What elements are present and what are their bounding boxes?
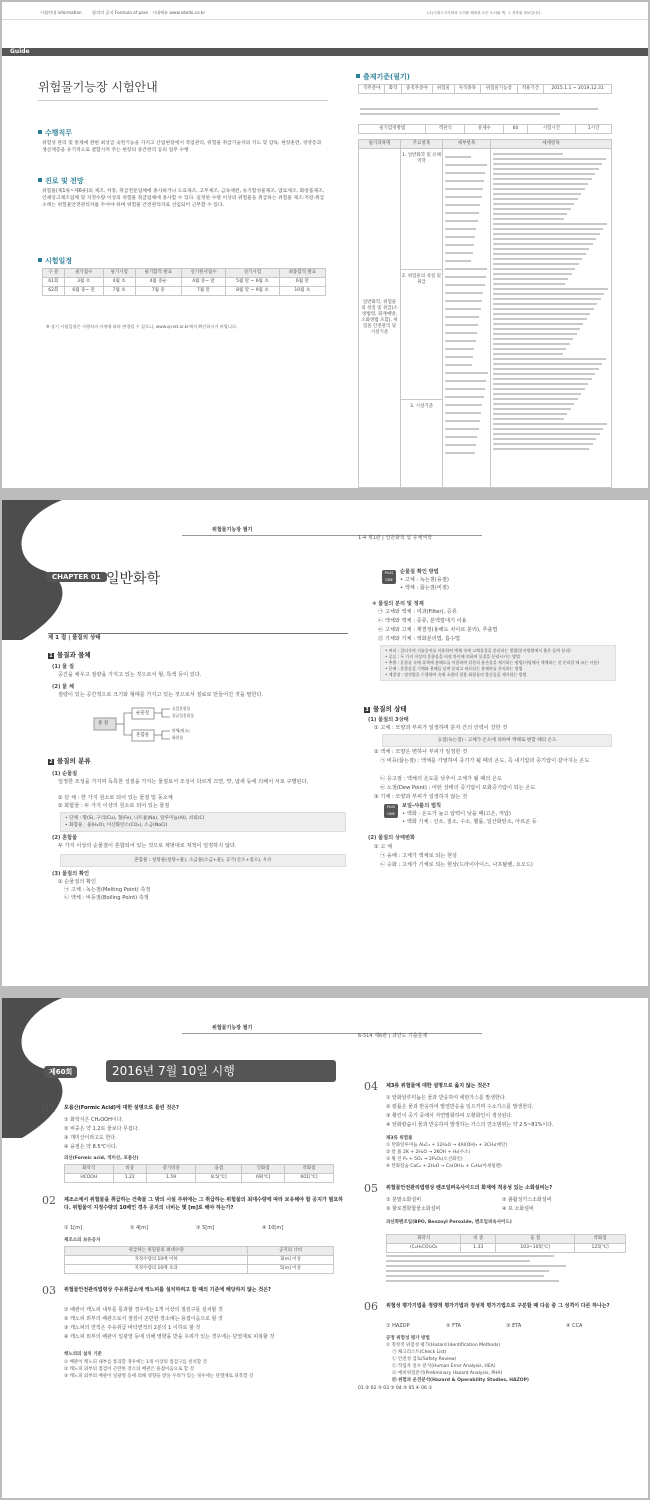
section-duty-text: 위험성 관리 및 통제에 관한 최상급 숙련기능을 가지고 산업현장에서 작업관리, 위험물 취급기술자의 지도 및 감독, 현장훈련, 경영층과 생산계층을 유기적으로 결합시켜 주는 현장의 중간관리 등의 업무 수행 — [42, 141, 322, 153]
table-cell: 자격종목 — [454, 85, 480, 94]
table-cell: HCOOH — [65, 1174, 114, 1183]
chapter-title: 일반화학 — [106, 571, 161, 587]
table-cell: 3월 초 — [64, 278, 103, 287]
bullet-icon — [356, 74, 360, 78]
running-header — [182, 524, 482, 536]
paragraph: ㉠ 융해 : 고체가 액체로 되는 현상 — [380, 853, 457, 859]
page-title: 위험물기능장 시험안내 — [38, 80, 158, 94]
table-header-cell: 융 점 — [496, 1235, 575, 1244]
option[interactable]: ③ 할로겐화합물소화설비 — [386, 1206, 441, 1212]
option[interactable]: ② 칼륨은 물과 반응하여 발열반응을 일으키며 수소가스를 발생한다. — [386, 1104, 534, 1110]
table-header-cell: 비 중 — [461, 1235, 496, 1244]
bullet-icon — [38, 130, 42, 134]
table-header-cell: 화학식 — [387, 1235, 461, 1244]
tip-line: • 액체 : 끓는점(비점) — [400, 585, 449, 591]
main-item-1: 1. 일반화학 및 유체역학 — [401, 153, 441, 164]
topbar-note: (주)시대고시기획의 도서를 제외한 모든 도서와 책, 그 저작권 정보입니다. — [427, 11, 542, 15]
plus-one-icon: PLUS ONE — [384, 804, 398, 818]
sub-heading: (1) 순물질 — [52, 771, 78, 777]
standard-items-table — [358, 139, 612, 488]
tree-leaf: 불균일혼합물 — [172, 713, 195, 718]
plus-one-icon: PLUS ONE — [382, 570, 396, 584]
paragraph: 질량이 있는 공간적으로 크기와 형태를 가지고 있는 것으로서 질료로 만들어진 것을 말한다. — [58, 692, 264, 698]
chapter-badge: CHAPTER 01 — [46, 572, 107, 582]
question-text: 제3류 위험물에 대한 설명으로 옳지 않는 것은? — [386, 1083, 490, 1089]
bullet-icon — [38, 258, 42, 262]
explanation-line: ㉠ 체크리스트(Check List) — [392, 1350, 447, 1355]
standard-note — [360, 105, 610, 123]
section-schedule — [38, 256, 72, 266]
option[interactable]: ③ 개미산이라고도 한다. — [64, 1135, 117, 1141]
table-cell: 60 — [504, 125, 527, 134]
table-cell: 위험물기능장 — [480, 85, 517, 94]
tree-leaf: 화합물 — [172, 735, 184, 740]
topbar-left: 시험안내 information — [40, 10, 82, 15]
heading-classification: 2 물질의 분류 — [49, 757, 91, 765]
table-cell: 위험물 — [433, 85, 454, 94]
heading-state-text: 물질의 상태 — [373, 705, 407, 713]
runhead-left: 위험물기능장 필기 — [212, 1025, 253, 1031]
subject-cell — [359, 149, 401, 488]
standard-table — [358, 84, 612, 94]
explanation-line: ㉣ 예비위험분석(Preliminary Hazard Analysis, PHA) — [392, 1371, 503, 1376]
paragraph: 공간을 채우고 질량을 가지고 있는 것으로서 형, 특색 등이 있다. — [58, 672, 202, 678]
paragraph: ㉠ 고체 : 녹는점(Melting Point) 측정 — [64, 887, 151, 893]
runhead-right: 1-4 제1편 | 일반화학 및 유체역학 — [358, 535, 433, 541]
paragraph: ㉣ 기체와 기체 : 액화분리법, 흡수법 — [378, 636, 460, 642]
main-item-3: 3. 시설기준 — [401, 399, 442, 487]
explanation-title: 공정 위험성 평가 방법 — [386, 1336, 430, 1341]
runhead-left: 위험물기능장 필기 — [212, 527, 253, 533]
detail-items-cell — [491, 149, 612, 488]
standard-meta-table — [358, 124, 612, 134]
table-cell: 4월 중~ 말 — [181, 278, 225, 287]
option[interactable]: ④ 10[m] — [262, 1225, 284, 1231]
box-line: • 재결정 : 정전법을 수행하여 속에 소량의 결용 화합물의 불순물을 제거하는 방법 — [385, 672, 527, 677]
question-text: 위험물안전관리법령상 벤조일퍼옥사이드의 화재에 적응성 있는 소화설비는? — [386, 1185, 553, 1191]
box-line: • 분배 : 혼합물질 기체와 용해들 낮여 분리고 바로되는 용해차를 분리하는 방법 — [385, 666, 523, 671]
schedule-table — [42, 268, 326, 296]
explanation-line: ③ 황 린 P₄ + 5O₂ → 2P₂O₅(오산화인) — [386, 1157, 463, 1162]
section-bar — [48, 624, 348, 641]
question-text: 제조소에서 위험물을 취급하는 건축물 그 밖의 시설 주위에는 그 취급하는 위험물의 최대수량에 따라 보유해야 할 공지가 필요하다. 위험물이 지정수량의 10배인 경우 공지의 너비는 몇 [m]로 해야 하는가? — [64, 1197, 344, 1211]
explanation-line: ② 캐노피 외부의 점검이 곤란한 장소의 배관은 용접이음으로 할 것 — [64, 1367, 194, 1372]
paragraph: ① 단 체 : 한 가지 원소로 되어 있는 물질 및 동소체 — [58, 795, 173, 801]
tree-leaf: 단체(원소) — [172, 728, 190, 733]
table-header-cell: 취급하는 위험물의 최대수량 — [65, 1247, 248, 1256]
option[interactable]: ④ 탄화칼슘이 물과 반응하여 발생하는 가스의 연소범위는 약 2.5~81%이다. — [386, 1122, 554, 1128]
tip-line: • 고체 : 녹는점(융점) — [400, 577, 449, 583]
bpo-table — [386, 1234, 626, 1253]
table-header-cell: 증기비중 — [146, 1165, 196, 1174]
table-cell: 601[℃] — [284, 1174, 333, 1183]
table-header-cell: 최종합격 발표 — [279, 269, 325, 278]
explanation-line: ① 배관이 캐노피 내부를 통과할 경우에는 1개 이상의 점검구를 설치할 것 — [64, 1360, 207, 1365]
table-cell: 지정수량의 10배 이하 — [65, 1256, 248, 1265]
topbar-mid: 합격의 공식 Formula of pass — [92, 10, 149, 15]
table-cell: 1.33 — [461, 1244, 496, 1253]
table-header-cell: 세세항목 — [491, 140, 612, 149]
sub-items-cell — [443, 149, 491, 488]
paragraph: ㉢ 고체와 고체 : 재결정(용해도 차이로 분리), 추출법 — [378, 627, 498, 633]
option[interactable]: ③ 캐노피의 면적은 주유취급 바닥면적의 2분의 1 이하로 할 것 — [64, 1325, 201, 1331]
table-cell: (C₆H₅CO)₂O₂ — [387, 1244, 461, 1253]
table-header-cell: 화학식 — [65, 1165, 114, 1174]
sub-heading: (2) 물 체 — [52, 684, 74, 690]
chapter-page — [2, 500, 648, 986]
sub-heading: (2) 혼합물 — [52, 835, 78, 841]
example-line: • 화합물 : 물(H₂O), 이산화탄소(CO₂), 소금(NaCl) — [65, 823, 168, 828]
question-number: 02 — [42, 1194, 56, 1207]
clearance-table — [64, 1246, 334, 1274]
paragraph: ② 화합물 : 두 가지 이상의 원소로 되어 있는 물질 — [58, 803, 170, 809]
table-cell: 직무분야 — [359, 85, 385, 94]
guide-bar — [2, 48, 648, 56]
paragraph: ① 고 체 — [374, 844, 392, 850]
question-number: 05 — [364, 1182, 378, 1195]
tip-line: • 액화 : 온도가 높고 압력이 낮을 때(고온, 저압) — [402, 811, 511, 817]
table-cell: 7월 초 — [103, 287, 135, 296]
table-cell: 8.5[℃] — [196, 1174, 242, 1183]
table-cell: 1.22 — [113, 1174, 146, 1183]
table-header-cell: 구 분 — [43, 269, 65, 278]
exam-title: 2016년 7월 10일 시행 — [106, 1060, 336, 1082]
table-cell: 문제수 — [465, 125, 504, 134]
paragraph: ㉡ 응고점 : 액체의 온도를 낮추어 고체가 될 때의 온도 — [380, 776, 502, 782]
table-cell: 2015.1.1 ~ 2019.12.31 — [544, 85, 612, 94]
top-bar — [2, 2, 648, 20]
runhead-right: 6-514 제6편 | 과년도 기출문제 — [358, 1033, 428, 1039]
tip-line: • 액화 기체 : 산소, 질소, 수소, 헬륨, 일산화탄소, 아르곤 등 — [402, 819, 537, 825]
paragraph: ① 고체 : 모양과 부피가 일정하며 분자 간의 인력이 강한 것 — [374, 725, 508, 731]
topbar-right: 시대에듀 www.sdedu.co.kr — [152, 10, 206, 15]
table-cell: 객관식 — [426, 125, 465, 134]
option[interactable]: ① 화학식은 CH₂OOH이다. — [64, 1117, 124, 1123]
section-duty — [38, 128, 72, 138]
table-row — [65, 1256, 334, 1265]
option[interactable]: ② FTA — [446, 1323, 461, 1329]
section-career — [38, 176, 84, 186]
melting-box: 응점(녹는점) : 고체가 온도에 의하여 액체로 변할 때의 온도 — [382, 734, 612, 747]
formic-table — [64, 1164, 334, 1183]
heading-matter: 1 물질과 물체 — [49, 651, 91, 659]
tree-node: 혼합물 — [136, 733, 150, 738]
paragraph: ② 액체 : 모양은 변하나 부피가 일정한 것 — [374, 749, 468, 755]
answer-key: 01 ② 02 ③ 03 ③ 04 ③ 05 ④ 06 ① — [358, 1386, 433, 1391]
section-standard — [356, 72, 410, 82]
section-duty-label: 수행직무 — [45, 129, 73, 137]
explanation-title: 과산화벤조일(BPO, Benzoyl Peroxide, 벤조일퍼옥사이드) — [386, 1220, 512, 1225]
table-header-cell: 세부항목 — [443, 140, 491, 149]
option[interactable]: ④ CCA — [566, 1323, 583, 1329]
sub-heading: ② 물질의 분리 및 정제 — [372, 601, 424, 607]
table-cell: 69[℃] — [242, 1174, 285, 1183]
tip-title: 순물질 확인 방법 — [400, 569, 439, 575]
option[interactable]: ④ 융점은 약 8.5℃이다. — [64, 1144, 118, 1150]
table-row — [43, 287, 326, 296]
mixture-box: 혼합물 : 설탕물(설탕+물), 소금물(소금+물), 공기(산소+질소), 우유 — [60, 854, 346, 867]
explanation-line: ㉡ 안전성 검토(Safety Review) — [392, 1357, 457, 1362]
schedule-note: ※ 상기 시험일정은 시행처의 사정에 따라 변경될 수 있으니, www.q-net.or.kr에서 확인하시기 바랍니다. — [46, 324, 238, 329]
paragraph: ㉠ 고체와 액체 : 여과(Filter), 증류 — [378, 609, 457, 615]
table-cell: 적용기간 — [517, 85, 543, 94]
table-cell: 1.59 — [146, 1174, 196, 1183]
tip-title: 보일-샤를의 법칙 — [402, 803, 442, 809]
table-cell: 3[m] 이상 — [248, 1256, 334, 1265]
table-header-cell: 실기시험 — [226, 269, 280, 278]
option[interactable]: ③ 황린이 공기 중에서 자연발화하여 오황화인이 생성된다. — [386, 1113, 513, 1119]
example-box — [60, 812, 346, 832]
table-cell: 7월 말 — [181, 287, 225, 296]
table-header-cell: 필기시험 — [103, 269, 135, 278]
sub-heading: (3) 물질의 확인 — [52, 871, 90, 877]
explanation-line: ③ 캐노피 외부의 배관이 일광열 등에 의해 영향을 받을 우려가 있는 경우에는 단열재로 피복할 것 — [64, 1374, 254, 1379]
section-career-label: 진로 및 전망 — [45, 177, 84, 185]
table-header-cell: 착화점 — [284, 1165, 333, 1174]
swoosh-decoration — [2, 500, 82, 640]
tree-node: 순물질 — [136, 711, 150, 716]
option[interactable]: ② 비중은 약 1.2로 물보다 무겁다. — [64, 1126, 140, 1132]
table-cell: 5[m] 이상 — [248, 1265, 334, 1274]
table-cell: 7월 중 — [135, 287, 181, 296]
paragraph: ① 순물질의 확인 — [58, 879, 97, 885]
table-row — [65, 1265, 334, 1274]
table-header-cell: 비중 — [113, 1165, 146, 1174]
table-cell: 시험시간 — [527, 125, 575, 134]
divider — [38, 100, 328, 101]
table-cell: 화학 — [385, 85, 401, 94]
option[interactable]: ① 분말소화설비 — [386, 1197, 422, 1203]
option[interactable]: ② 캐노피 외부의 배관으로서 점검이 곤란한 장소에는 용접이음으로 할 것 — [64, 1316, 223, 1322]
explanation-line: ① 정성적 위험성 평가(Hazard Identification Methods) — [386, 1343, 501, 1348]
subject-text: 일반화학, 위험물의 성질 및 취급(소방법령, 화재예방, 소화방법 포함), 위험물 안전관리 및 시설기준 — [361, 300, 398, 335]
table-cell: 4월 초 — [103, 278, 135, 287]
table-cell: 1시간 — [576, 125, 612, 134]
bullet-icon — [38, 178, 42, 182]
box-line: • 추출 : 혼합물 속에 혹액에 용해도를 이용하여 뒤분의 용손물을 제거하는 방법(저압에서 액체하는 것 분리할 때 쓰는 사용) — [385, 660, 599, 665]
sub-heading: (1) 물 질 — [52, 664, 74, 670]
table-cell: 5월 말 ~ 6월 초 — [226, 278, 280, 287]
explanation-title: 캐노피의 설치 기준 — [64, 1352, 102, 1357]
sub-heading: (1) 물질의 3상태 — [368, 717, 409, 723]
question-number: 03 — [42, 1284, 56, 1297]
explanation-title: 제3류 위험물 — [386, 1136, 413, 1141]
paragraph: ㉠ 비등(끓는점) : 액체를 가열하여 증기가 될 때의 온도, 즉 내기압과 증기압이 같아지는 온도 — [380, 758, 590, 764]
table-cell: 4월 중순 — [135, 278, 181, 287]
separation-box — [380, 645, 616, 681]
option[interactable]: ① 1[m] — [64, 1225, 83, 1231]
section-schedule-label: 시험일정 — [45, 257, 73, 265]
option[interactable]: ① 배관이 캐노피 내부를 통과할 경우에는 1개 이상의 점검구를 설치할 것 — [64, 1307, 223, 1313]
explanation-line: ① 탄화알루미늄 Al₄C₃ + 12H₂O → 4Al(OH)₃ + 3CH₄(메탄) — [386, 1143, 508, 1148]
table-header-cell: 공지의 너비 — [248, 1247, 334, 1256]
sub-heading: (2) 물질의 상태변화 — [368, 835, 416, 841]
main-items-cell — [401, 149, 443, 488]
question-number: 06 — [364, 1300, 378, 1313]
paragraph: ③ 기체 : 모양과 부피가 일정하지 않는 것 — [374, 794, 468, 800]
section-career-text: 위험물(제1류~제6류)의 제조, 저장, 취급전문업체에 종사하거나 도료제조, 고무제조, 금속제련, 유기합성물제조, 염료제조, 화장품제조, 인쇄잉크제조업체 및 지정수량 이상의 위험물 취급업체에 종사할 수 있다. 일정한 수량 이상의 위험물을 취급하는 위험물 제조·저장·취급소에는 위험물안전관리자를 두어야 하며 위험물 안전관리자로 선임되어 근무할 수 있다. — [42, 189, 325, 208]
option[interactable]: ① HAZOP — [386, 1323, 410, 1329]
option[interactable]: ① 탄화알루미늄은 물과 반응하여 에탄가스를 발생한다. — [386, 1095, 507, 1101]
heading-matter-text: 물질과 물체 — [57, 651, 91, 659]
table-cell: 6월 말 — [279, 278, 325, 287]
question-number: 01 — [42, 1102, 56, 1115]
option[interactable]: ② 불활성가스소화설비 — [502, 1197, 552, 1203]
box-line: • 여과 : 걸러가며 거름종이를 이용하여 액체 속에 고체물질을 분리하는 방법(분자량별에서 흡은 음력 분리) — [385, 648, 571, 653]
option[interactable]: ④ 포 소화설비 — [502, 1206, 534, 1212]
paragraph: ㉡ 액체 : 비등점(Boiling Point) 측정 — [64, 895, 149, 901]
explanation-title: 제조소의 보유공지 — [64, 1238, 101, 1243]
heading-state: 3 물질의 상태 — [365, 705, 407, 713]
bpo-notes — [386, 1252, 626, 1285]
table-header-cell: 필기합격 발표 — [135, 269, 181, 278]
section-standard-label: 출제기준(필기) — [363, 73, 410, 81]
exam-page — [2, 998, 648, 1498]
question-number: 04 — [364, 1080, 378, 1093]
question-text: 위험성 평가기법을 정량적 평가기법과 정성적 평가기법으로 구분할 때 다음 중 그 성격이 다른 하나는? — [386, 1303, 610, 1309]
table-cell: 필기검정방법 — [359, 125, 426, 134]
explanation-line: ④ 탄화칼슘 CaC₂ + 2H₂O → Ca(OH)₂ + C₂H₂(아세틸렌) — [386, 1164, 502, 1169]
paragraph: ㉢ 노점(Dew Point) : 어떤 상태의 증기압이 포화증기압이 되는 온도 — [380, 785, 536, 791]
explanation-line: ㉤ 위험과 운전분석(Hazard & Operability Studies, HAZOP) — [392, 1378, 529, 1383]
paragraph: 일정한 조성을 가지며 독특한 성질을 가지는 물질로서 조성이 다르게 끄면, 맛, 냄새 등에 의해서 서로 구별된다. — [58, 779, 309, 785]
table-row — [43, 278, 326, 287]
table-cell: 6월 중~ 말 — [64, 287, 103, 296]
guide-page — [2, 2, 648, 488]
option[interactable]: ③ 5[m] — [196, 1225, 215, 1231]
table-cell: 8월 말 ~ 9월 초 — [226, 287, 280, 296]
running-header — [182, 1022, 482, 1034]
table-cell: 125[℃] — [575, 1244, 626, 1253]
example-line: • 단체 : 황(S), 구리(Cu), 철(Fe), 나트륨(Na), 알루미늄(Al), 쇠퇴(C) — [65, 816, 205, 821]
question-text: 포름산(Formic Acid)에 대한 설명으로 틀린 것은? — [64, 1105, 179, 1111]
option[interactable]: ④ 캐노피 외부의 배관이 일광열 등에 의해 영향을 받을 우려가 있는 경우에는 단열재로 피복할 것 — [64, 1334, 275, 1340]
explanation-title: 의산(Formic acid, 개미산, 포름산) — [64, 1156, 139, 1161]
table-cell: 10월 초 — [279, 287, 325, 296]
paragraph: ㉡ 액체와 액체 : 증류, 분액깔대기 이용 — [378, 618, 467, 624]
box-line: • 증류 : 두 가지 이상의 혼합물을 비점 차이에 의하여 물질을 분리시키는 방법 — [385, 654, 520, 659]
table-cell: 62회 — [43, 287, 65, 296]
paragraph: ㉡ 승화 : 고체가 기체로 되는 현상(드라이아이스, 나프탈렌, 요오드) — [380, 862, 533, 868]
option[interactable]: ③ ETA — [506, 1323, 522, 1329]
table-header-cell: 착화점 — [575, 1235, 626, 1244]
section-label: 제 1 절 | 물질의 상태 — [48, 635, 101, 641]
table-header-cell: 필기접수 — [64, 269, 103, 278]
guide-label: Guide — [10, 48, 30, 55]
table-header-cell: 주요항목 — [401, 140, 443, 149]
question-text: 위험물안전관리법령상 주유취급소에 캐노피를 설치하려고 할 때의 기준에 해당하지 않는 것은? — [64, 1287, 271, 1293]
tree-leaf: 균일혼합물 — [172, 706, 191, 711]
explanation-line: ② 칼 륨 2K + 2H₂O → 2KOH + H₂(수소) — [386, 1150, 471, 1155]
table-cell: 61회 — [43, 278, 65, 287]
table-header-cell: 실기원서접수 — [181, 269, 225, 278]
table-header-cell: 필기과목명 — [359, 140, 401, 149]
heading-classification-text: 물질의 분류 — [57, 757, 91, 765]
main-item-2: 2. 위험물의 성질 및 취급 — [401, 269, 442, 399]
table-header-cell: 인화점 — [242, 1165, 285, 1174]
paragraph: 두 가지 이상의 순물질이 혼합되어 있는 것으로 제멋대로 쳐적이 일정하지 않다. — [58, 843, 237, 849]
exam-round-badge: 제60회 — [44, 1066, 77, 1078]
table-cell: 중직무분야 — [401, 85, 433, 94]
table-cell: 지정수량의 10배 초과 — [65, 1265, 248, 1274]
tree-root: 물 질 — [98, 721, 109, 726]
explanation-line: ㉢ 작업자 실수 분석(Human Error Analysis, HEA) — [392, 1364, 496, 1369]
option[interactable]: ② 4[m] — [130, 1225, 149, 1231]
table-cell: 103~105[℃] — [496, 1244, 575, 1253]
table-header-cell: 융점 — [196, 1165, 242, 1174]
